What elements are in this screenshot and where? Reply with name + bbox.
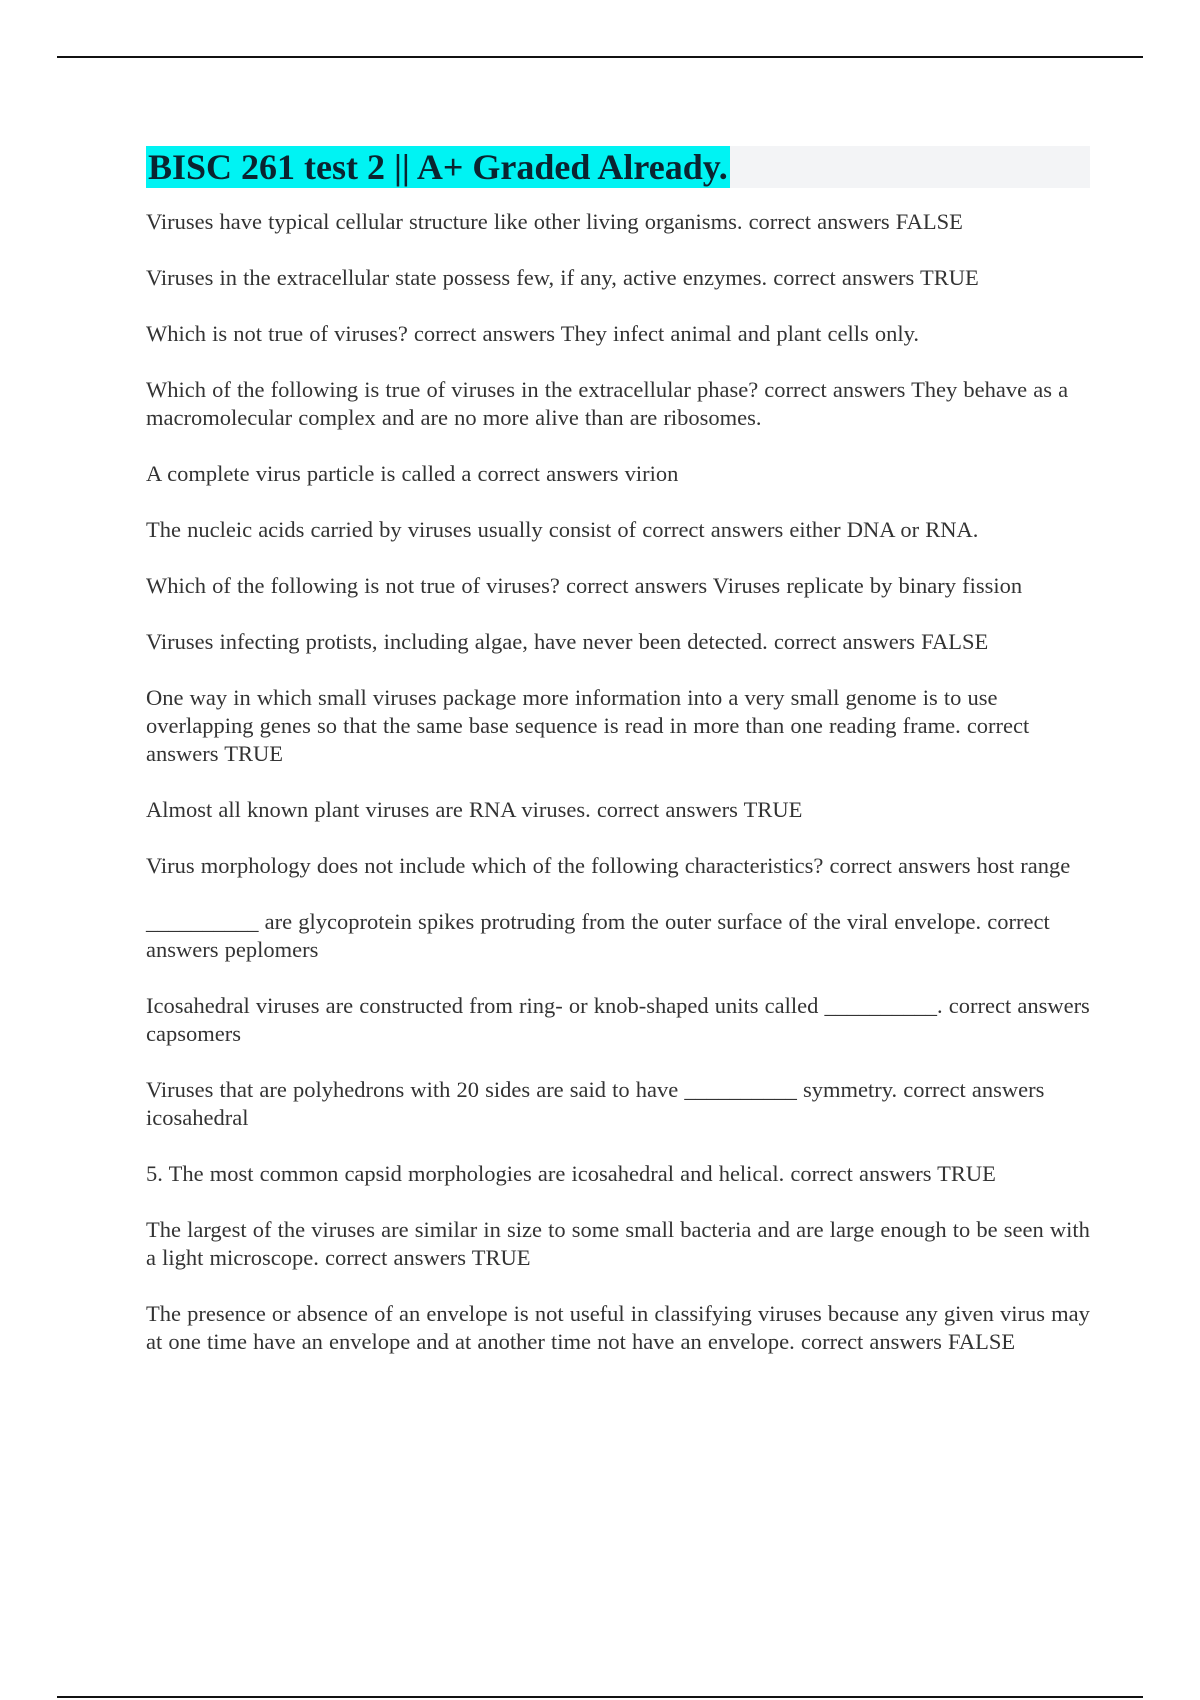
qa-item: Which is not true of viruses? correct answers They infect animal and plant cells only. [146,321,919,346]
qa-item: Viruses have typical cellular structure like other living organisms. correct answers FALSE [146,209,963,234]
qa-item: The presence or absence of an envelope is not useful in classifying viruses because any given virus may at one time have an envelope and at another time not have an envelope. correct answers FALSE [146,1301,1090,1354]
qa-item: Icosahedral viruses are constructed from ring- or knob-shaped units called __________. correct answers capsomers [146,993,1090,1046]
qa-item: 5. The most common capsid morphologies are icosahedral and helical. correct answers TRUE [146,1161,996,1186]
question-list [146,208,1090,1356]
qa-item: Viruses in the extracellular state possess few, if any, active enzymes. correct answers TRUE [146,265,979,290]
qa-item: __________ are glycoprotein spikes protruding from the outer surface of the viral envelope. correct answers peplomers [146,909,1050,962]
qa-item: Almost all known plant viruses are RNA viruses. correct answers TRUE [146,797,803,822]
qa-item: Which of the following is true of viruses in the extracellular phase? correct answers They behave as a macromolecular complex and are no more alive than are ribosomes. [146,377,1069,430]
qa-item: Viruses that are polyhedrons with 20 sides are said to have __________ symmetry. correct answers icosahedral [146,1077,1045,1130]
bottom-rule [57,1696,1143,1698]
document-title: BISC 261 test 2 || A+ Graded Already. [148,147,728,187]
qa-item: Which of the following is not true of viruses? correct answers Viruses replicate by binary fission [146,573,1023,598]
qa-item: The largest of the viruses are similar in size to some small bacteria and are large enough to be seen with a light microscope. correct answers TRUE [146,1217,1090,1270]
qa-item: The nucleic acids carried by viruses usually consist of correct answers either DNA or RNA. [146,517,979,542]
title-bar [146,146,1090,188]
qa-item: One way in which small viruses package more information into a very small genome is to use overlapping genes so that the same base sequence is read in more than one reading frame. correct answers TRUE [146,685,1030,766]
top-rule [57,56,1143,58]
qa-item: A complete virus particle is called a correct answers virion [146,461,679,486]
qa-item: Viruses infecting protists, including algae, have never been detected. correct answers FALSE [146,629,989,654]
qa-item: Virus morphology does not include which of the following characteristics? correct answers host range [146,853,1071,878]
document-body [146,146,1090,1384]
